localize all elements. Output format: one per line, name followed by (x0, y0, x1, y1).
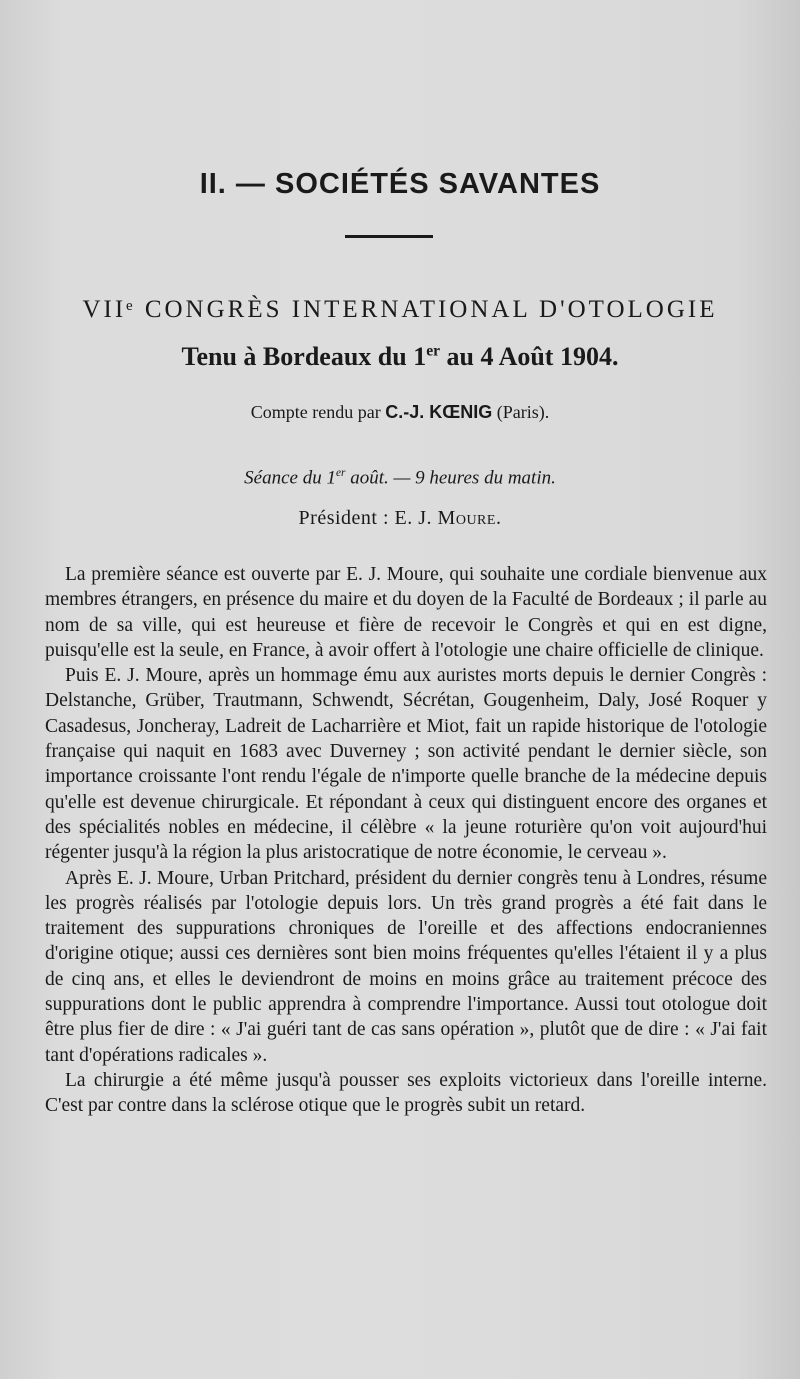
paragraph-3: Après E. J. Moure, Urban Pritchard, président du dernier congrès tenu à Londres, résume les progrès réalisés par l'otologie depuis lors. Un très grand progrès a été fait dans le traitement des suppurations chroniques de l'oreille et des affections endocraniennes d'origine otique; aussi ces dernières sont bien moins fréquentes qu'elles l'étaient il y a plus de cinq ans, et elles le deviendront de moins en moins grâce au traitement précoce des suppurations dont le public apprendra à comprendre l'importance. Aussi tout otologue doit être plus fier de dire : « J'ai guéri tant de cas sans opération », plutôt que de dire : « J'ai fait tant d'opérations radicales ». (45, 867, 767, 1066)
report-byline (0, 402, 800, 423)
subtitle-end: au 4 Août 1904. (440, 342, 619, 371)
congress-title: VIIᵉ CONGRÈS INTERNATIONAL D'OTOLOGIE (82, 296, 718, 323)
report-author: C.-J. KŒNIG (385, 402, 493, 422)
subtitle-start: Tenu à Bordeaux du 1 (181, 342, 427, 371)
president-line (0, 507, 800, 530)
title-divider (345, 235, 433, 238)
article-body (45, 562, 767, 1119)
subtitle-superscript: er (426, 342, 441, 360)
paragraph-2: Puis E. J. Moure, après un hommage ému aux auristes morts depuis le dernier Congrès : Delstanche, Grüber, Trautmann, Schwendt, Sécrétan, Gougenheim, Daly, José Roquer y Casadesus, Joncheray, Ladreit de Lacharrière et Miot, fait un rapide historique de l'otologie française qui naquit en 1683 avec Duverney ; son activité pendant le dernier siècle, son importance croissante l'ont rendu l'égale de n'importe quelle branche de la médecine depuis qu'elle est devenue chirurgicale. Et répondant à ceux qui distinguent encore des organes et des spécialités nobles en médecine, il célèbre « la jeune roturière qu'on voit aujourd'hui régenter jusqu'à la région la plus aristocratique de notre économie, le cerveau ». (45, 665, 767, 864)
congress-subtitle (0, 342, 800, 372)
paragraph-1: La première séance est ouverte par E. J. Moure, qui souhaite une cordiale bienvenue aux membres étrangers, en présence du maire et du doyen de la Faculté de Bordeaux ; il parle au nom de sa ville, qui est heureuse et fière de recevoir le Congrès et qui en est digne, puisqu'elle est la seule, en France, à avoir offert à l'otologie une chaire officielle de clinique. (45, 564, 767, 661)
paragraph-4: La chirurgie a été même jusqu'à pousser ses exploits victorieux dans l'oreille interne. C'est par contre dans la sclérose otique que le progrès subit un retard. (45, 1069, 767, 1117)
session-start: Séance du 1 (244, 467, 336, 489)
president-label: Président : E. J. (298, 507, 438, 529)
president-name: Moure. (437, 507, 502, 529)
session-heading (0, 467, 800, 489)
session-superscript: er (335, 467, 346, 479)
section-title: II. — SOCIÉTÉS SAVANTES (199, 168, 601, 200)
report-location: (Paris). (496, 402, 550, 422)
session-end: août. — 9 heures du matin. (345, 467, 556, 489)
report-prefix: Compte rendu par (250, 402, 381, 422)
